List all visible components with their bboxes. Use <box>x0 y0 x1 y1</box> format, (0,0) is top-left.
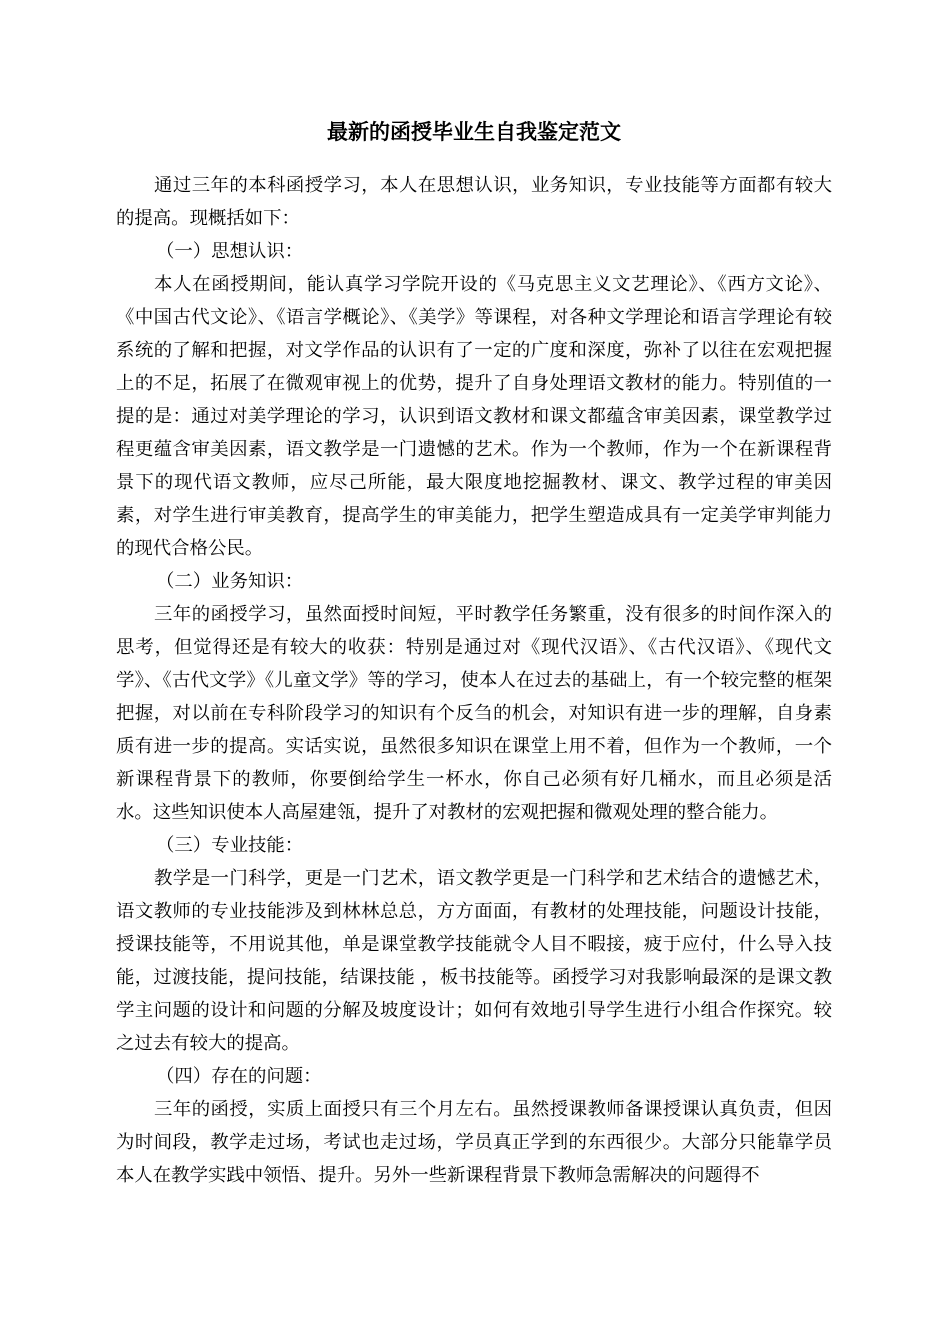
document-title: 最新的函授毕业生自我鉴定范文 <box>327 120 621 144</box>
section-heading-problems: （四）存在的问题： <box>156 1066 322 1087</box>
section-body-problems: 三年的函授，实质上面授只有三个月左右。虽然授课教师备课授课认真负责，但因为时间段，教学走过场，考试也走过场，学员真正学到的东西很少。大部分只能靠学员本人在教学实践中领悟、提升。另外一些新课程背景下教师急需解决的问题得不 <box>116 1099 832 1186</box>
section-heading-knowledge: （二）业务知识： <box>156 571 304 592</box>
section-heading-skills: （三）专业技能： <box>156 835 304 856</box>
section-body-knowledge: 三年的函授学习，虽然面授时间短，平时教学任务繁重，没有很多的时间作深入的思考，但觉得还是有较大的收获：特别是通过对《现代汉语》、《古代汉语》、《现代文学》、《古代文学》《儿童文学》等的学习，使本人在过去的基础上，有一个较完整的框架把握，对以前在专科阶段学习的知识有个反刍的机会，对知识有进一步的理解，自身素质有进一步的提高。实话实说，虽然很多知识在课堂上用不着，但作为一个教师，一个新课程背景下的教师，你要倒给学生一杯水，你自己必须有好几桶水，而且必须是活水。这些知识使本人高屋建瓴，提升了对教材的宏观把握和微观处理的整合能力。 <box>116 604 832 823</box>
section-body-thought: 本人在函授期间，能认真学习学院开设的《马克思主义文艺理论》、《西方文论》、《中国古代文论》、《语言学概论》、《美学》等课程，对各种文学理论和语言学理论有较系统的了解和把握，对文学作品的认识有了一定的广度和深度，弥补了以往在宏观把握上的不足，拓展了在微观审视上的优势，提升了自身处理语文教材的能力。特别值的一提的是：通过对美学理论的学习，认识到语文教材和课文都蕴含审美因素，课堂教学过程更蕴含审美因素，语文教学是一门遗憾的艺术。作为一个教师，作为一个在新课程背景下的现代语文教师，应尽己所能，最大限度地挖掘教材、课文、教学过程的审美因素，对学生进行审美教育，提高学生的审美能力，把学生塑造成具有一定美学审判能力的现代合格公民。 <box>116 274 832 559</box>
intro-paragraph: 通过三年的本科函授学习，本人在思想认识，业务知识，专业技能等方面都有较大的提高。现概括如下： <box>116 175 832 229</box>
section-body-skills: 教学是一门科学，更是一门艺术，语文教学更是一门科学和艺术结合的遗憾艺术，语文教师的专业技能涉及到林林总总，方方面面，有教材的处理技能，问题设计技能，授课技能等，不用说其他，单是课堂教学技能就令人目不暇接，疲于应付，什么导入技能，过渡技能，提问技能，结课技能 ，板书技能等。函授学习对我影响最深的是课文教学主问题的设计和问题的分解及坡度设计；如何有效地引导学生进行小组合作探究。较之过去有较大的提高。 <box>116 868 832 1054</box>
section-heading-thought: （一）思想认识： <box>156 241 304 262</box>
document-page <box>116 112 832 1192</box>
